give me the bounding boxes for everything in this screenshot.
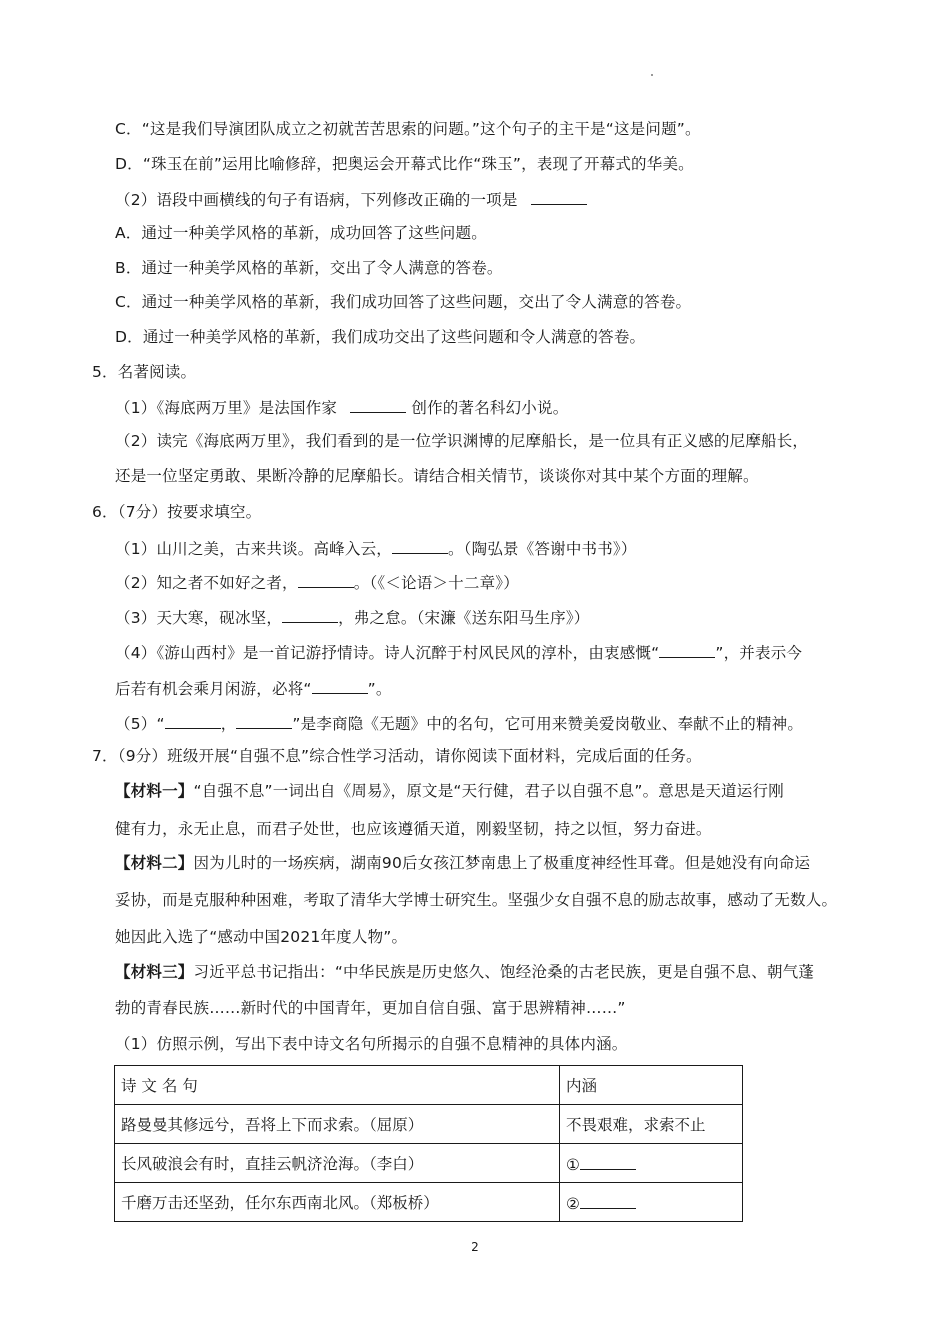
- q6-2-text-a: （2）知之者不如好之者，: [115, 574, 298, 592]
- table-header-row: [115, 1066, 743, 1105]
- q5-1: [115, 396, 568, 418]
- poem-line-cell: 路曼曼其修远兮，吾将上下而求索。（屈原）: [115, 1105, 560, 1144]
- q6-5-text-b: ，: [220, 715, 237, 733]
- answer-blank[interactable]: [350, 396, 406, 413]
- q6-4-text-a: （4）《游山西村》是一首记游抒情诗。诗人沉醉于村风民风的淳朴，由衷感慨“: [115, 644, 660, 662]
- q6-4-line-1: [115, 641, 802, 663]
- answer-blank[interactable]: [298, 571, 354, 588]
- answer-blank[interactable]: [659, 641, 715, 658]
- q6-title: 6．（7分）按要求填空。: [92, 503, 262, 521]
- q4-2-option-c: C．通过一种美学风格的革新，我们成功回答了这些问题，交出了令人满意的答卷。: [115, 293, 692, 311]
- table-row: [115, 1183, 743, 1222]
- answer-blank[interactable]: [392, 537, 448, 554]
- q6-1-text-b: 。（陶弘景《答谢中书书》）: [447, 540, 637, 558]
- meaning-cell[interactable]: [560, 1183, 743, 1222]
- poem-line-cell: 千磨万击还坚劲，任尔东西南北风。（郑板桥）: [115, 1183, 560, 1222]
- material-3-text-a: 习近平总书记指出：“中华民族是历史悠久、饱经沧桑的古老民族，更是自强不息、朝气蓬: [193, 963, 815, 981]
- poem-table: [114, 1065, 743, 1222]
- q6-4-text-c: 后若有机会乘月闲游，必将“: [115, 680, 312, 698]
- table-row: [115, 1144, 743, 1183]
- q4-2-option-d: D．通过一种美学风格的革新，我们成功交出了这些问题和令人满意的答卷。: [115, 328, 646, 346]
- material-3-line-1: [115, 962, 814, 982]
- q4-2-text: （2）语段中画横线的句子有语病，下列修改正确的一项是: [115, 191, 518, 209]
- q6-5-text-c: ”是李商隐《无题》中的名句，它可用来赞美爱岗敬业、奉献不止的精神。: [292, 715, 804, 733]
- q5-title: 5．名著阅读。: [92, 363, 197, 381]
- meaning-cell: 不畏艰难，求索不止: [560, 1105, 743, 1144]
- q4-option-d: D．“珠玉在前”运用比喻修辞，把奥运会开幕式比作“珠玉”，表现了开幕式的华美。: [115, 155, 694, 173]
- q6-1-text-a: （1）山川之美，古来共谈。高峰入云，: [115, 540, 392, 558]
- q4-2-option-a: A．通过一种美学风格的革新，成功回答了这些问题。: [115, 224, 487, 242]
- table-header-cell: 内涵: [560, 1066, 743, 1105]
- q5-2-line-2: 还是一位坚定勇敢、果断冷静的尼摩船长。请结合相关情节，谈谈你对其中某个方面的理解。: [115, 467, 759, 485]
- answer-blank[interactable]: [312, 677, 368, 694]
- q6-2-text-b: 。（《＜论语＞十二章》）: [353, 574, 519, 592]
- q4-2-question: [115, 188, 587, 210]
- material-2-line-3: 她因此入选了“感动中国2021年度人物”。: [115, 928, 408, 946]
- answer-marker: ②: [566, 1194, 580, 1213]
- answer-blank[interactable]: [580, 1192, 636, 1209]
- poem-line-cell: 长风破浪会有时，直挂云帆济沧海。（李白）: [115, 1144, 560, 1183]
- q5-2-line-1: （2）读完《海底两万里》，我们看到的是一位学识渊博的尼摩船长，是一位具有正义感的尼摩船长，: [115, 432, 809, 450]
- page-number: 2: [471, 1240, 479, 1254]
- q5-1-text-b: 创作的著名科幻小说。: [411, 399, 569, 417]
- q6-4-text-b: ”，并表示今: [715, 644, 803, 662]
- material-1-text-a: “自强不息”一词出自《周易》，原文是“天行健，君子以自强不息”。意思是天道运行刚: [193, 782, 784, 800]
- answer-blank[interactable]: [580, 1153, 636, 1170]
- answer-blank[interactable]: [236, 712, 292, 729]
- q6-4-text-d: ”。: [367, 680, 392, 698]
- material-1-tag: 【材料一】: [115, 782, 194, 800]
- material-2-text-a: 因为儿时的一场疾病，湖南90后女孩江梦南患上了极重度神经性耳聋。但是她没有向命运: [193, 854, 811, 872]
- material-3-line-2: 勃的青春民族……新时代的中国青年，更加自信自强、富于思辨精神……”: [115, 999, 626, 1017]
- material-1-line-2: 健有力，永无止息，而君子处世，也应该遵循天道，刚毅坚韧，持之以恒，努力奋进。: [115, 820, 712, 838]
- material-3-tag: 【材料三】: [115, 963, 194, 981]
- q7-title: 7．（9分）班级开展“自强不息”综合性学习活动，请你阅读下面材料，完成后面的任务。: [92, 747, 702, 765]
- answer-blank[interactable]: [282, 606, 338, 623]
- meaning-cell[interactable]: [560, 1144, 743, 1183]
- q6-3: [115, 606, 589, 628]
- material-1-line-1: [115, 781, 784, 801]
- scan-dot: [651, 74, 653, 76]
- table-header-cell: 诗 文 名 句: [115, 1066, 560, 1105]
- material-2-line-1: [115, 853, 810, 873]
- q4-option-c: C．“这是我们导演团队成立之初就苦苦思索的问题。”这个句子的主干是“这是问题”。: [115, 120, 701, 138]
- q6-3-text-a: （3）天大寒，砚冰坚，: [115, 609, 283, 627]
- material-2-tag: 【材料二】: [115, 854, 194, 872]
- q7-1-question: （1）仿照示例，写出下表中诗文名句所揭示的自强不息精神的具体内涵。: [115, 1035, 628, 1053]
- q6-4-line-2: [115, 677, 392, 699]
- q6-1: [115, 537, 637, 559]
- q6-3-text-b: ，弗之怠。（宋濂《送东阳马生序》）: [338, 609, 590, 627]
- answer-blank[interactable]: [531, 188, 587, 205]
- material-2-line-2: 妥协，而是克服种种困难，考取了清华大学博士研究生。坚强少女自强不息的励志故事，感动了无数人。: [115, 891, 838, 909]
- q6-5: [115, 712, 803, 734]
- table-row: [115, 1105, 743, 1144]
- answer-blank[interactable]: [165, 712, 221, 729]
- q4-2-option-b: B．通过一种美学风格的革新，交出了令人满意的答卷。: [115, 259, 503, 277]
- q5-1-text-a: （1）《海底两万里》是法国作家: [115, 399, 338, 417]
- answer-marker: ①: [566, 1155, 580, 1174]
- q6-5-text-a: （5）“: [115, 715, 165, 733]
- q6-2: [115, 571, 519, 593]
